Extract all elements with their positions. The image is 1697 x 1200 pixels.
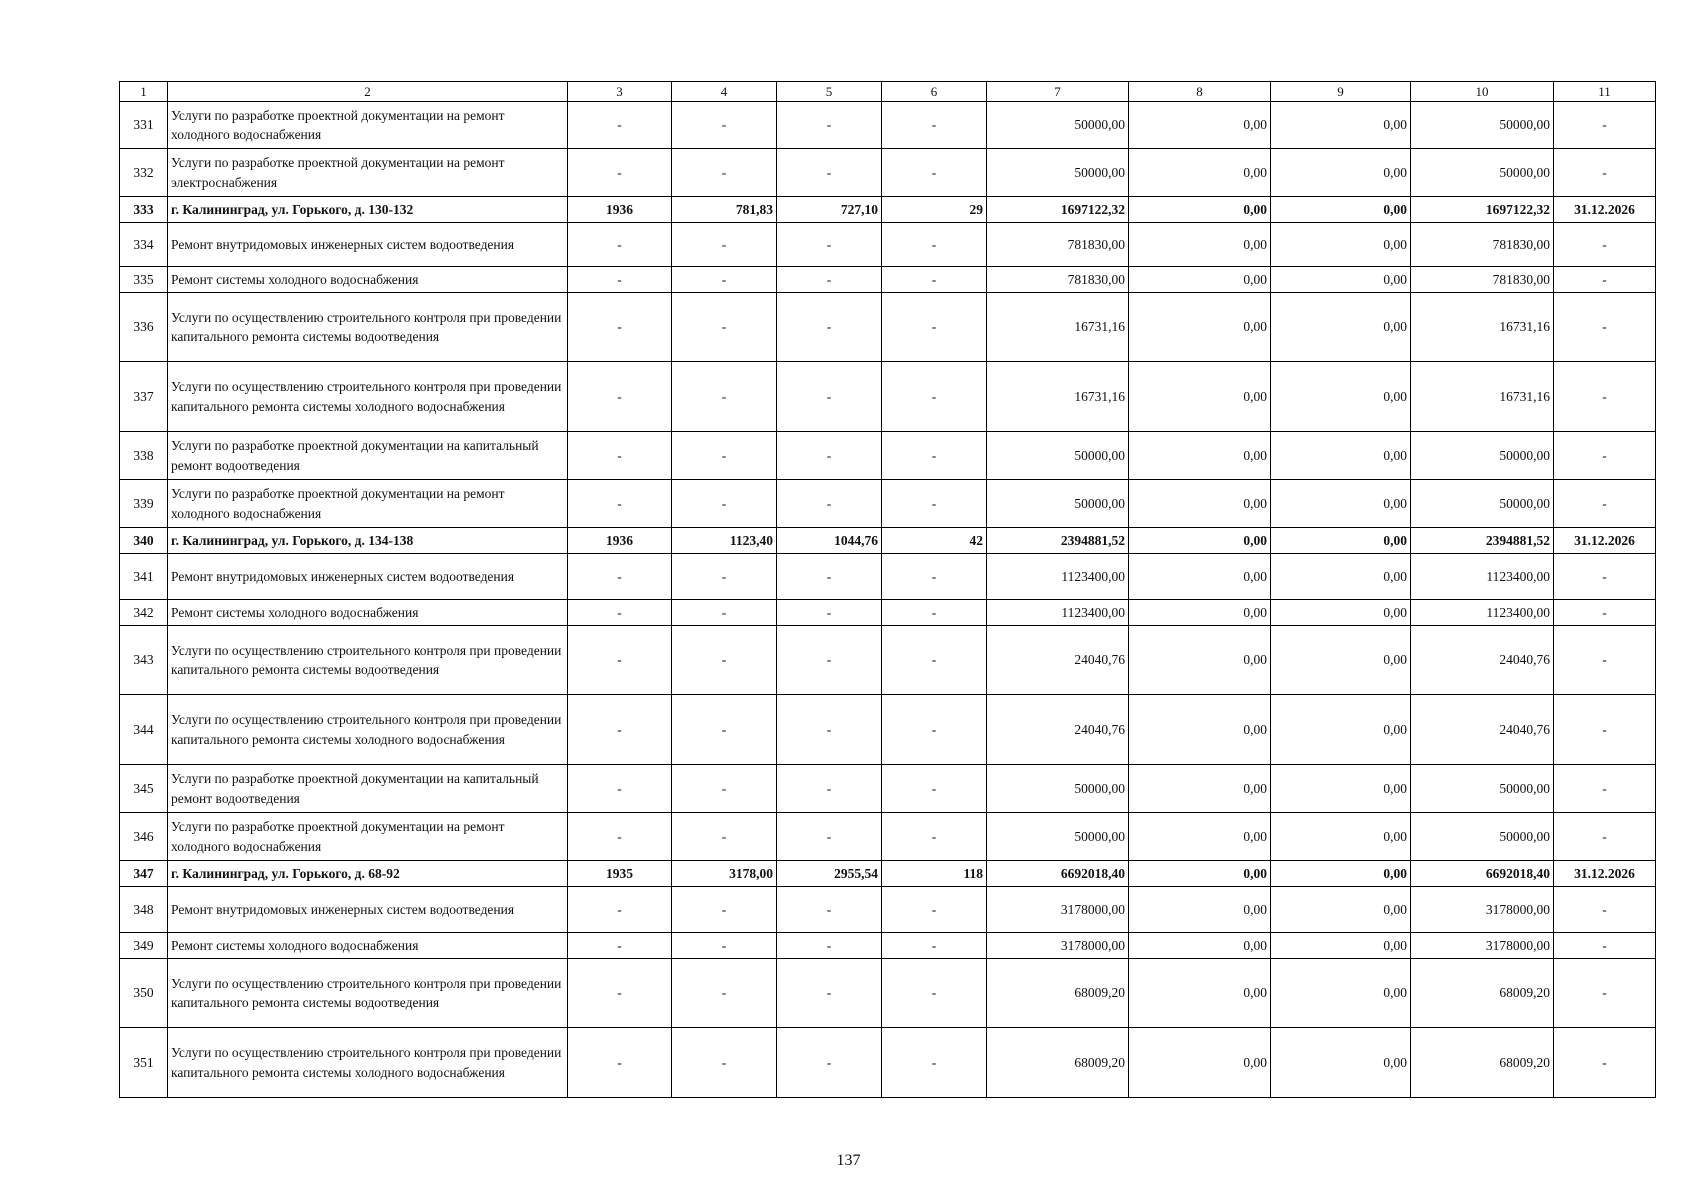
row-number-cell: 331 xyxy=(120,102,168,149)
build-year-cell: - xyxy=(568,887,672,933)
table-row xyxy=(120,554,1656,600)
build-year-cell: - xyxy=(568,554,672,600)
area-total-cell: - xyxy=(672,626,777,695)
cost-owners-cell: 1123400,00 xyxy=(1411,554,1554,600)
work-name-cell: Услуги по разработке проектной документации на капитальный ремонт водоотведения xyxy=(168,765,568,813)
cost-fund-cell: 0,00 xyxy=(1129,813,1271,861)
cost-owners-cell: 1697122,32 xyxy=(1411,197,1554,223)
residents-cell: - xyxy=(882,695,987,765)
header-cell: 1 xyxy=(120,82,168,102)
build-year-cell: - xyxy=(568,1028,672,1098)
cost-owners-cell: 1123400,00 xyxy=(1411,600,1554,626)
cost-fund-cell: 0,00 xyxy=(1129,554,1271,600)
cost-budget-cell: 0,00 xyxy=(1271,149,1411,197)
table-row xyxy=(120,267,1656,293)
table-row xyxy=(120,432,1656,480)
cost-total-cell: 50000,00 xyxy=(987,102,1129,149)
cost-budget-cell: 0,00 xyxy=(1271,626,1411,695)
cost-fund-cell: 0,00 xyxy=(1129,528,1271,554)
area-total-cell: - xyxy=(672,102,777,149)
cost-total-cell: 24040,76 xyxy=(987,695,1129,765)
cost-budget-cell: 0,00 xyxy=(1271,765,1411,813)
deadline-cell: - xyxy=(1554,959,1656,1028)
residents-cell: - xyxy=(882,432,987,480)
deadline-cell: - xyxy=(1554,480,1656,528)
work-name-cell: Ремонт системы холодного водоснабжения xyxy=(168,933,568,959)
work-name-cell: Услуги по разработке проектной документации на ремонт электроснабжения xyxy=(168,149,568,197)
row-number-cell: 345 xyxy=(120,765,168,813)
work-name-cell: Ремонт внутридомовых инженерных систем водоотведения xyxy=(168,554,568,600)
row-number-cell: 333 xyxy=(120,197,168,223)
cost-fund-cell: 0,00 xyxy=(1129,1028,1271,1098)
cost-budget-cell: 0,00 xyxy=(1271,102,1411,149)
table-row xyxy=(120,933,1656,959)
cost-budget-cell: 0,00 xyxy=(1271,528,1411,554)
cost-budget-cell: 0,00 xyxy=(1271,480,1411,528)
cost-owners-cell: 68009,20 xyxy=(1411,1028,1554,1098)
cost-owners-cell: 3178000,00 xyxy=(1411,933,1554,959)
residents-cell: - xyxy=(882,223,987,267)
build-year-cell: - xyxy=(568,695,672,765)
cost-owners-cell: 16731,16 xyxy=(1411,362,1554,432)
residents-cell: - xyxy=(882,765,987,813)
cost-owners-cell: 16731,16 xyxy=(1411,293,1554,362)
work-name-cell: Ремонт внутридомовых инженерных систем водоотведения xyxy=(168,887,568,933)
header-row xyxy=(120,82,1656,102)
area-living-cell: 2955,54 xyxy=(777,861,882,887)
area-living-cell: - xyxy=(777,887,882,933)
cost-total-cell: 3178000,00 xyxy=(987,933,1129,959)
area-total-cell: 3178,00 xyxy=(672,861,777,887)
row-number-cell: 337 xyxy=(120,362,168,432)
cost-total-cell: 781830,00 xyxy=(987,267,1129,293)
residents-cell: - xyxy=(882,267,987,293)
table-row xyxy=(120,959,1656,1028)
table-row-address xyxy=(120,528,1656,554)
area-total-cell: - xyxy=(672,887,777,933)
deadline-cell: - xyxy=(1554,149,1656,197)
residents-cell: - xyxy=(882,554,987,600)
build-year-cell: - xyxy=(568,432,672,480)
area-living-cell: - xyxy=(777,600,882,626)
cost-fund-cell: 0,00 xyxy=(1129,480,1271,528)
table-body xyxy=(120,82,1656,1098)
work-name-cell: Услуги по осуществлению строительного контроля при проведении капитального ремонта системы водоотведения xyxy=(168,293,568,362)
cost-fund-cell: 0,00 xyxy=(1129,626,1271,695)
cost-total-cell: 24040,76 xyxy=(987,626,1129,695)
build-year-cell: - xyxy=(568,959,672,1028)
cost-fund-cell: 0,00 xyxy=(1129,362,1271,432)
cost-fund-cell: 0,00 xyxy=(1129,959,1271,1028)
cost-fund-cell: 0,00 xyxy=(1129,432,1271,480)
residents-cell: 42 xyxy=(882,528,987,554)
table-row xyxy=(120,223,1656,267)
row-number-cell: 339 xyxy=(120,480,168,528)
header-cell: 7 xyxy=(987,82,1129,102)
table-row xyxy=(120,293,1656,362)
work-name-cell: Ремонт внутридомовых инженерных систем водоотведения xyxy=(168,223,568,267)
cost-budget-cell: 0,00 xyxy=(1271,887,1411,933)
cost-budget-cell: 0,00 xyxy=(1271,813,1411,861)
cost-fund-cell: 0,00 xyxy=(1129,887,1271,933)
row-number-cell: 343 xyxy=(120,626,168,695)
deadline-cell: - xyxy=(1554,432,1656,480)
area-living-cell: - xyxy=(777,480,882,528)
deadline-cell: 31.12.2026 xyxy=(1554,197,1656,223)
cost-owners-cell: 50000,00 xyxy=(1411,765,1554,813)
area-living-cell: 1044,76 xyxy=(777,528,882,554)
cost-total-cell: 2394881,52 xyxy=(987,528,1129,554)
deadline-cell: 31.12.2026 xyxy=(1554,861,1656,887)
cost-budget-cell: 0,00 xyxy=(1271,223,1411,267)
build-year-cell: - xyxy=(568,102,672,149)
area-living-cell: - xyxy=(777,933,882,959)
deadline-cell: - xyxy=(1554,293,1656,362)
cost-owners-cell: 24040,76 xyxy=(1411,626,1554,695)
deadline-cell: - xyxy=(1554,267,1656,293)
deadline-cell: - xyxy=(1554,626,1656,695)
work-name-cell: г. Калининград, ул. Горького, д. 130-132 xyxy=(168,197,568,223)
header-cell: 4 xyxy=(672,82,777,102)
area-living-cell: 727,10 xyxy=(777,197,882,223)
work-name-cell: Услуги по разработке проектной документации на ремонт холодного водоснабжения xyxy=(168,813,568,861)
cost-total-cell: 16731,16 xyxy=(987,362,1129,432)
table-row xyxy=(120,1028,1656,1098)
area-living-cell: - xyxy=(777,362,882,432)
deadline-cell: - xyxy=(1554,933,1656,959)
deadline-cell: 31.12.2026 xyxy=(1554,528,1656,554)
cost-owners-cell: 68009,20 xyxy=(1411,959,1554,1028)
deadline-cell: - xyxy=(1554,813,1656,861)
residents-cell: 29 xyxy=(882,197,987,223)
table-row xyxy=(120,600,1656,626)
area-total-cell: - xyxy=(672,600,777,626)
build-year-cell: - xyxy=(568,480,672,528)
cost-total-cell: 68009,20 xyxy=(987,1028,1129,1098)
row-number-cell: 336 xyxy=(120,293,168,362)
cost-budget-cell: 0,00 xyxy=(1271,554,1411,600)
work-name-cell: Услуги по осуществлению строительного контроля при проведении капитального ремонта системы водоотведения xyxy=(168,626,568,695)
cost-total-cell: 68009,20 xyxy=(987,959,1129,1028)
area-living-cell: - xyxy=(777,149,882,197)
build-year-cell: - xyxy=(568,362,672,432)
cost-owners-cell: 3178000,00 xyxy=(1411,887,1554,933)
cost-budget-cell: 0,00 xyxy=(1271,600,1411,626)
cost-budget-cell: 0,00 xyxy=(1271,933,1411,959)
deadline-cell: - xyxy=(1554,223,1656,267)
header-cell: 11 xyxy=(1554,82,1656,102)
area-living-cell: - xyxy=(777,267,882,293)
area-living-cell: - xyxy=(777,554,882,600)
work-name-cell: Ремонт системы холодного водоснабжения xyxy=(168,600,568,626)
row-number-cell: 350 xyxy=(120,959,168,1028)
row-number-cell: 349 xyxy=(120,933,168,959)
build-year-cell: - xyxy=(568,933,672,959)
area-total-cell: - xyxy=(672,223,777,267)
area-living-cell: - xyxy=(777,626,882,695)
row-number-cell: 338 xyxy=(120,432,168,480)
residents-cell: - xyxy=(882,626,987,695)
cost-fund-cell: 0,00 xyxy=(1129,149,1271,197)
cost-total-cell: 3178000,00 xyxy=(987,887,1129,933)
area-total-cell: - xyxy=(672,695,777,765)
table-row-address xyxy=(120,861,1656,887)
row-number-cell: 344 xyxy=(120,695,168,765)
works-table xyxy=(119,81,1656,1098)
cost-fund-cell: 0,00 xyxy=(1129,293,1271,362)
build-year-cell: - xyxy=(568,293,672,362)
work-name-cell: Услуги по разработке проектной документации на ремонт холодного водоснабжения xyxy=(168,102,568,149)
residents-cell: - xyxy=(882,813,987,861)
cost-fund-cell: 0,00 xyxy=(1129,695,1271,765)
table-row xyxy=(120,887,1656,933)
residents-cell: - xyxy=(882,887,987,933)
residents-cell: - xyxy=(882,1028,987,1098)
area-total-cell: - xyxy=(672,933,777,959)
area-living-cell: - xyxy=(777,813,882,861)
table-row xyxy=(120,102,1656,149)
build-year-cell: - xyxy=(568,223,672,267)
residents-cell: 118 xyxy=(882,861,987,887)
area-total-cell: - xyxy=(672,813,777,861)
header-cell: 5 xyxy=(777,82,882,102)
cost-total-cell: 6692018,40 xyxy=(987,861,1129,887)
cost-owners-cell: 2394881,52 xyxy=(1411,528,1554,554)
cost-owners-cell: 50000,00 xyxy=(1411,480,1554,528)
cost-owners-cell: 50000,00 xyxy=(1411,432,1554,480)
work-name-cell: Услуги по разработке проектной документации на ремонт холодного водоснабжения xyxy=(168,480,568,528)
cost-owners-cell: 781830,00 xyxy=(1411,223,1554,267)
cost-fund-cell: 0,00 xyxy=(1129,197,1271,223)
table-row xyxy=(120,813,1656,861)
row-number-cell: 342 xyxy=(120,600,168,626)
area-living-cell: - xyxy=(777,432,882,480)
build-year-cell: - xyxy=(568,267,672,293)
deadline-cell: - xyxy=(1554,554,1656,600)
row-number-cell: 347 xyxy=(120,861,168,887)
residents-cell: - xyxy=(882,362,987,432)
work-name-cell: Услуги по разработке проектной документации на капитальный ремонт водоотведения xyxy=(168,432,568,480)
area-living-cell: - xyxy=(777,695,882,765)
area-total-cell: - xyxy=(672,293,777,362)
cost-fund-cell: 0,00 xyxy=(1129,861,1271,887)
area-living-cell: - xyxy=(777,1028,882,1098)
table-row xyxy=(120,362,1656,432)
cost-fund-cell: 0,00 xyxy=(1129,600,1271,626)
cost-budget-cell: 0,00 xyxy=(1271,197,1411,223)
work-name-cell: Услуги по осуществлению строительного контроля при проведении капитального ремонта системы холодного водоснабжения xyxy=(168,362,568,432)
row-number-cell: 351 xyxy=(120,1028,168,1098)
build-year-cell: 1936 xyxy=(568,528,672,554)
build-year-cell: - xyxy=(568,765,672,813)
area-total-cell: - xyxy=(672,959,777,1028)
cost-budget-cell: 0,00 xyxy=(1271,959,1411,1028)
cost-fund-cell: 0,00 xyxy=(1129,102,1271,149)
cost-owners-cell: 24040,76 xyxy=(1411,695,1554,765)
deadline-cell: - xyxy=(1554,1028,1656,1098)
header-cell: 10 xyxy=(1411,82,1554,102)
area-total-cell: 781,83 xyxy=(672,197,777,223)
row-number-cell: 348 xyxy=(120,887,168,933)
cost-total-cell: 1697122,32 xyxy=(987,197,1129,223)
area-total-cell: - xyxy=(672,362,777,432)
residents-cell: - xyxy=(882,600,987,626)
cost-total-cell: 1123400,00 xyxy=(987,554,1129,600)
cost-budget-cell: 0,00 xyxy=(1271,432,1411,480)
work-name-cell: Услуги по осуществлению строительного контроля при проведении капитального ремонта системы холодного водоснабжения xyxy=(168,1028,568,1098)
residents-cell: - xyxy=(882,149,987,197)
row-number-cell: 332 xyxy=(120,149,168,197)
cost-total-cell: 50000,00 xyxy=(987,432,1129,480)
table-row xyxy=(120,765,1656,813)
cost-total-cell: 50000,00 xyxy=(987,765,1129,813)
table-row xyxy=(120,626,1656,695)
deadline-cell: - xyxy=(1554,362,1656,432)
header-cell: 2 xyxy=(168,82,568,102)
work-name-cell: Ремонт системы холодного водоснабжения xyxy=(168,267,568,293)
table-row-address xyxy=(120,197,1656,223)
build-year-cell: - xyxy=(568,626,672,695)
cost-budget-cell: 0,00 xyxy=(1271,267,1411,293)
header-cell: 6 xyxy=(882,82,987,102)
cost-budget-cell: 0,00 xyxy=(1271,293,1411,362)
area-total-cell: - xyxy=(672,554,777,600)
residents-cell: - xyxy=(882,293,987,362)
area-total-cell: - xyxy=(672,149,777,197)
area-total-cell: - xyxy=(672,765,777,813)
deadline-cell: - xyxy=(1554,600,1656,626)
cost-owners-cell: 50000,00 xyxy=(1411,813,1554,861)
build-year-cell: 1936 xyxy=(568,197,672,223)
header-cell: 8 xyxy=(1129,82,1271,102)
row-number-cell: 346 xyxy=(120,813,168,861)
residents-cell: - xyxy=(882,480,987,528)
area-living-cell: - xyxy=(777,765,882,813)
table-row xyxy=(120,149,1656,197)
residents-cell: - xyxy=(882,959,987,1028)
cost-owners-cell: 50000,00 xyxy=(1411,102,1554,149)
cost-fund-cell: 0,00 xyxy=(1129,933,1271,959)
page-number: 137 xyxy=(836,1152,861,1169)
cost-budget-cell: 0,00 xyxy=(1271,861,1411,887)
table-row xyxy=(120,695,1656,765)
area-living-cell: - xyxy=(777,959,882,1028)
cost-fund-cell: 0,00 xyxy=(1129,765,1271,813)
deadline-cell: - xyxy=(1554,887,1656,933)
deadline-cell: - xyxy=(1554,695,1656,765)
header-cell: 3 xyxy=(568,82,672,102)
area-total-cell: 1123,40 xyxy=(672,528,777,554)
work-name-cell: Услуги по осуществлению строительного контроля при проведении капитального ремонта системы водоотведения xyxy=(168,959,568,1028)
deadline-cell: - xyxy=(1554,765,1656,813)
cost-total-cell: 16731,16 xyxy=(987,293,1129,362)
cost-owners-cell: 50000,00 xyxy=(1411,149,1554,197)
cost-total-cell: 50000,00 xyxy=(987,813,1129,861)
cost-budget-cell: 0,00 xyxy=(1271,695,1411,765)
cost-fund-cell: 0,00 xyxy=(1129,267,1271,293)
header-cell: 9 xyxy=(1271,82,1411,102)
cost-owners-cell: 781830,00 xyxy=(1411,267,1554,293)
cost-total-cell: 50000,00 xyxy=(987,480,1129,528)
build-year-cell: - xyxy=(568,813,672,861)
area-living-cell: - xyxy=(777,293,882,362)
table-row xyxy=(120,480,1656,528)
build-year-cell: - xyxy=(568,149,672,197)
build-year-cell: - xyxy=(568,600,672,626)
build-year-cell: 1935 xyxy=(568,861,672,887)
cost-owners-cell: 6692018,40 xyxy=(1411,861,1554,887)
area-total-cell: - xyxy=(672,1028,777,1098)
cost-budget-cell: 0,00 xyxy=(1271,1028,1411,1098)
cost-fund-cell: 0,00 xyxy=(1129,223,1271,267)
residents-cell: - xyxy=(882,102,987,149)
cost-total-cell: 50000,00 xyxy=(987,149,1129,197)
area-living-cell: - xyxy=(777,102,882,149)
area-total-cell: - xyxy=(672,480,777,528)
work-name-cell: Услуги по осуществлению строительного контроля при проведении капитального ремонта системы холодного водоснабжения xyxy=(168,695,568,765)
residents-cell: - xyxy=(882,933,987,959)
row-number-cell: 340 xyxy=(120,528,168,554)
cost-total-cell: 781830,00 xyxy=(987,223,1129,267)
row-number-cell: 335 xyxy=(120,267,168,293)
cost-total-cell: 1123400,00 xyxy=(987,600,1129,626)
row-number-cell: 334 xyxy=(120,223,168,267)
row-number-cell: 341 xyxy=(120,554,168,600)
area-total-cell: - xyxy=(672,267,777,293)
deadline-cell: - xyxy=(1554,102,1656,149)
work-name-cell: г. Калининград, ул. Горького, д. 134-138 xyxy=(168,528,568,554)
area-total-cell: - xyxy=(672,432,777,480)
work-name-cell: г. Калининград, ул. Горького, д. 68-92 xyxy=(168,861,568,887)
area-living-cell: - xyxy=(777,223,882,267)
cost-budget-cell: 0,00 xyxy=(1271,362,1411,432)
